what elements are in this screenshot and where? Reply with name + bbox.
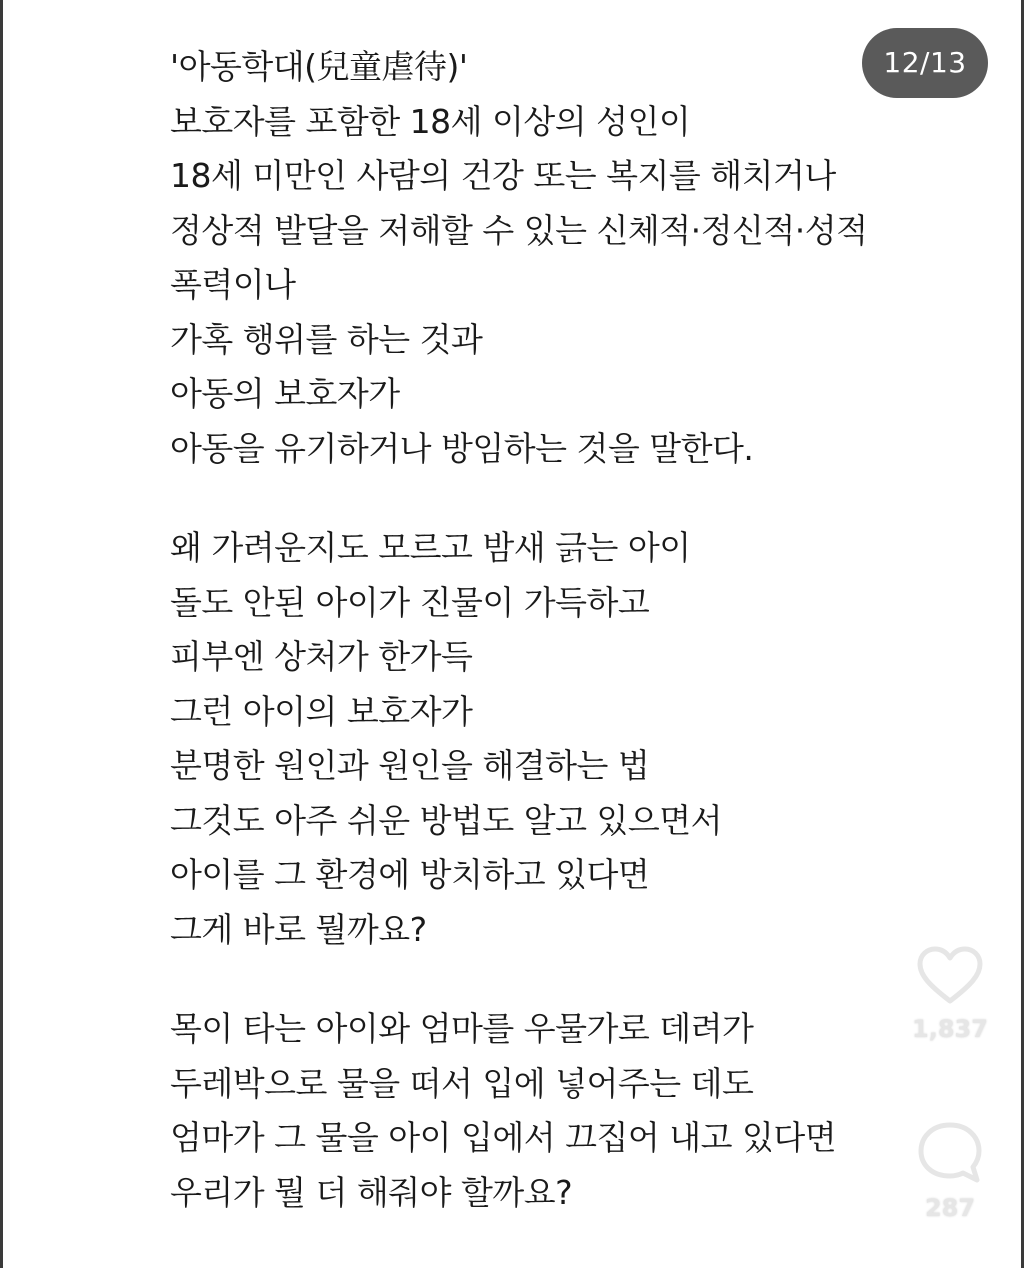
text-line: 엄마가 그 물을 아이 입에서 끄집어 내고 있다면 [170, 1118, 837, 1157]
text-line: 18세 미만인 사람의 건강 또는 복지를 해치거나 [170, 156, 836, 195]
like-button[interactable] [900, 945, 1000, 1043]
text-line: 그런 아이의 보호자가 [170, 691, 473, 731]
paragraph-well-metaphor [170, 1002, 890, 1220]
post-text-body [170, 40, 890, 1220]
text-line: 분명한 원인과 원인을 해결하는 법 [170, 746, 650, 785]
text-line: 아동을 유기하거나 방임하는 것을 말한다. [170, 428, 754, 468]
text-line: 목이 타는 아이와 엄마를 우물가로 데려가 [170, 1009, 754, 1048]
text-line: 왜 가려운지도 모르고 밤새 긁는 아이 [170, 528, 691, 567]
page-counter-badge: 12/13 [862, 28, 988, 98]
text-line: 폭력이나 [170, 265, 296, 304]
text-line: 정상적 발달을 저해할 수 있는 신체적·정신적·성적 [170, 210, 868, 250]
comment-button[interactable] [900, 1120, 1000, 1222]
text-line: 그것도 아주 쉬운 방법도 알고 있으면서 [170, 800, 722, 840]
paragraph-definition [170, 40, 890, 476]
text-line: 아이를 그 환경에 방치하고 있다면 [170, 855, 650, 894]
text-line: 그게 바로 뭘까요? [170, 909, 427, 949]
comment-bubble-icon [900, 1120, 1000, 1186]
text-line: 아동의 보호자가 [170, 374, 400, 413]
text-line: 우리가 뭘 더 해줘야 할까요? [170, 1172, 573, 1212]
text-line: '아동학대(兒童虐待)' [170, 47, 468, 86]
text-line: 보호자를 포함한 18세 이상의 성인이 [170, 101, 691, 141]
comment-count: 287 [924, 1194, 976, 1222]
like-count: 1,837 [912, 1015, 988, 1043]
left-frame-edge [0, 0, 3, 1268]
heart-icon [900, 945, 1000, 1007]
text-line: 돌도 안된 아이가 진물이 가득하고 [170, 582, 650, 622]
paragraph-neglect-example [170, 521, 890, 957]
text-line: 피부엔 상처가 한가득 [170, 637, 473, 676]
text-line: 가혹 행위를 하는 것과 [170, 319, 483, 359]
text-line: 두레박으로 물을 떠서 입에 넣어주는 데도 [170, 1063, 754, 1103]
